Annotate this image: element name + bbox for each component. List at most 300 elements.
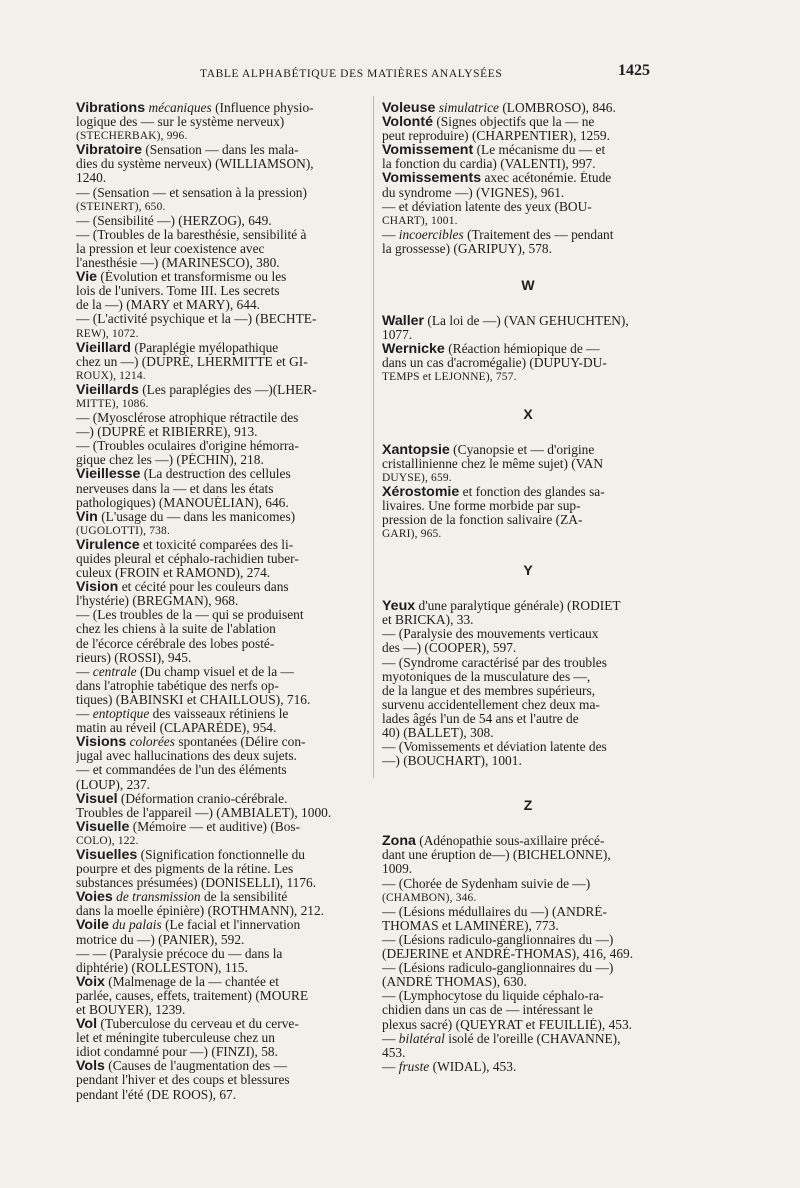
letter-section-heading: Y [523,563,533,578]
spacer [382,577,674,599]
entry-text: 1077. [382,328,413,343]
index-entry [76,848,366,862]
index-entry-line [382,641,674,655]
entry-text: — — (Paralysie précoce du — dans la [76,946,283,961]
index-entry-line [76,763,366,777]
entry-headword: Xérostomie [382,484,460,499]
entry-text: — (L'activité psychique et la —) (BECHTE- [76,312,317,327]
entry-text: (Signification fonctionnelle du [140,847,305,862]
entry-text: et toxicité comparées des li- [142,537,294,552]
index-entry-line [76,665,366,679]
index-entry-line [382,627,674,641]
index-entry-line [76,552,366,566]
index-entry [382,101,674,115]
entry-text: substances présumées) (DONISELLI), 1176. [76,876,317,891]
index-entry-line [382,613,674,627]
letter-section-heading: Z [523,798,533,813]
column-divider [373,96,374,778]
entry-text: (La destruction des cellules [143,467,291,482]
index-entry-line [76,256,366,270]
entry-text: — (Chorée de Sydenham suivie de —) [382,876,591,891]
entry-text: — (Sensibilité —) (HERZOG), 649. [76,213,272,228]
spacer [382,421,674,443]
entry-text: culeux (FROIN et RAMOND), 274. [76,566,271,581]
index-entry [76,538,366,552]
index-entry-line [382,513,674,527]
index-entry-line [76,524,366,538]
index-entry [382,314,674,328]
spacer [382,256,674,278]
entry-text: — (Lésions médullaires du —) (ANDRÉ- [382,904,607,919]
entry-text: et cécité pour les couleurs dans [121,580,289,595]
repeat-dash: — [382,1059,396,1074]
entry-text: motrice du —) (PANIER), 592. [76,932,245,947]
entry-qualifier: du palais [112,918,162,933]
index-entry-line [382,1003,674,1017]
entry-text: (Évolution et transformisme ou les [100,270,287,285]
repeat-dash: — [76,707,90,722]
entry-qualifier: fruste [398,1059,430,1074]
index-entry-line [76,693,366,707]
index-entry [76,341,366,355]
entry-text: axec acétonémie. Étude [484,171,612,186]
index-entry [76,467,366,481]
index-entry-line [382,684,674,698]
index-entry-line [76,862,366,876]
index-entry-line [382,656,674,670]
entry-text: des vaisseaux rétiniens le [152,707,289,722]
index-entry-line [382,1046,674,1060]
entry-text: COLO), 122. [76,834,139,847]
index-entry [76,735,366,749]
entry-text: pendant l'hiver et des coups et blessures [76,1073,290,1088]
index-entry [382,171,674,185]
index-entry-line [76,608,366,622]
index-entry-line [382,905,674,919]
entry-text: plexus sacré) (QUEYRAT et FEUILLIÉ), 453. [382,1017,633,1032]
entry-text: chidien dans un cas de — intéressant le [382,1003,593,1018]
entry-text: DUYSE), 659. [382,471,452,484]
index-entry-line [76,566,366,580]
page-number: 1425 [618,62,650,79]
entry-text: diphtérie) (ROLLESTON), 115. [76,960,248,975]
index-entry-line [76,1088,366,1102]
index-entry [76,101,366,115]
entry-text: — (Myosclérose atrophique rétractile des [76,411,299,426]
entry-headword: Vieillesse [76,467,141,482]
entry-text: (DEJERINE et ANDRÉ-THOMAS), 416, 469. [382,947,634,962]
index-entry-line [76,989,366,1003]
entry-headword: Vibrations [76,101,146,116]
index-entry [76,270,366,284]
index-entry [76,975,366,989]
entry-qualifier: entoptique [92,707,150,722]
entry-qualifier: bilatéral [398,1031,445,1046]
entry-text: ROUX), 1214. [76,369,146,382]
entry-text: pathologiques) (MANOUÉLIAN), 646. [76,495,289,510]
entry-text: — (Troubles de la baresthésie, sensibilité à [76,227,307,242]
spacer [382,385,674,407]
entry-text: CHART), 1001. [382,214,458,227]
index-entry-line [76,1045,366,1059]
index-entry-line [382,1060,674,1074]
entry-text: (Le facial et l'innervation [165,918,301,933]
entry-text: rieurs) (ROSSI), 945. [76,650,192,665]
index-entry-line [382,129,674,143]
index-entry-line [76,721,366,735]
entry-text: GARI), 965. [382,528,442,541]
index-entry-line [76,834,366,848]
index-entry-line [76,947,366,961]
index-entry-line [382,370,674,384]
entry-headword: Volonté [382,115,433,130]
entry-text: chez un —) (DUPRÉ, LHERMITTE et GI- [76,354,308,369]
entry-text: la pression et leur coexistence avec [76,241,265,256]
index-entry [382,443,674,457]
index-entry [76,580,366,594]
entry-headword: Wernicke [382,342,445,357]
index-entry-line [76,242,366,256]
index-entry-line [76,171,366,185]
entry-text: (Cyanopsie et — d'origine [453,442,595,457]
index-entry-line [382,877,674,891]
entry-text: (Adénopathie sous-axillaire précé- [419,834,605,849]
entry-text: — et commandées de l'un des éléments [76,763,287,778]
entry-text: pendant l'été (DE ROOS), 67. [76,1087,237,1102]
entry-text: parlée, causes, effets, traitement) (MOURE [76,988,309,1003]
entry-text: idiot condamné pour —) (FINZI), 58. [76,1045,278,1060]
entry-text: nerveuses dans la — et dans les états [76,481,274,496]
index-entry-line [76,904,366,918]
entry-headword: Vie [76,270,98,285]
entry-qualifier: centrale [92,664,137,679]
index-entry-line [382,1018,674,1032]
index-entry-line [382,947,674,961]
entry-headword: Vision [76,580,119,595]
index-entry-line [76,157,366,171]
entry-text: (ANDRÉ THOMAS), 630. [382,975,527,990]
index-entry-line [76,312,366,326]
index-entry-line [76,186,366,200]
entry-headword: Vomissement [382,143,474,158]
spacer [382,541,674,563]
entry-headword: Vin [76,509,98,524]
index-entry [76,792,366,806]
entry-text: (Influence physio- [215,101,314,115]
entry-text: de l'écorce cérébrale des lobes posté- [76,636,275,651]
index-entry-line [76,200,366,214]
index-entry-line [76,679,366,693]
entry-text: — (Lésions radiculo-ganglionnaires du —) [382,961,614,976]
spacer [382,812,674,834]
index-entry-line [76,284,366,298]
index-entry-line [76,1003,366,1017]
entry-qualifier: incoercibles [398,227,464,242]
entry-text: tiques) (BABINSKI et CHAILLOUS), 716. [76,692,311,707]
index-entry-line [76,115,366,129]
entry-text: matin au réveil (CLAPARÈDE), 954. [76,721,277,736]
index-entry-line [382,214,674,228]
index-entry-line [76,228,366,242]
index-entry-line [382,740,674,754]
entry-text: — et déviation latente des yeux (BOU- [382,199,592,214]
index-entry-line [382,862,674,876]
index-entry [382,342,674,356]
index-entry-line [76,961,366,975]
index-entry-line [76,369,366,383]
entry-headword: Waller [382,314,425,329]
entry-text: 40) (BALLET), 308. [382,726,494,740]
spacer [382,292,674,314]
index-entry-line [382,989,674,1003]
entry-text: dies du système nerveux) (WILLIAMSON), [76,157,314,172]
index-entry-line [382,1032,674,1046]
index-entry-line [382,157,674,171]
index-entry-line [76,298,366,312]
index-entry-line [76,397,366,411]
entry-text: l'anesthésie —) (MARINESCO), 380. [76,256,280,271]
entry-text: — (Lymphocytose du liquide céphalo-ra- [382,989,604,1004]
index-entry [382,599,674,613]
entry-text: et BRICKA), 33. [382,613,474,628]
index-entry-line [76,933,366,947]
entry-text: — (Sensation — et sensation à la pression) [76,185,307,200]
index-entry-line [382,527,674,541]
entry-text: (Réaction hémiopique de — [448,342,600,357]
index-entry-line [382,200,674,214]
entry-text: — (Vomissements et déviation latente des [382,740,607,755]
entry-headword: Zona [382,834,416,849]
repeat-dash: — [382,227,396,242]
index-entry-line [76,327,366,341]
spacer [382,768,674,798]
entry-text: THOMAS et LAMINÈRE), 773. [382,918,559,933]
entry-text: de la —) (MARY et MARY), 644. [76,298,260,313]
entry-text: dans la moelle épinière) (ROTHMANN), 212. [76,904,325,919]
entry-text: (UGOLOTTI), 738. [76,524,170,537]
entry-text: (STECHERBAK), 996. [76,130,188,143]
index-entry-line [76,411,366,425]
entry-text: pourpre et des pigments de la rétine. Les [76,862,294,877]
entry-text: REW), 1072. [76,327,139,340]
entry-text: dant une éruption de—) (BICHELONNE), [382,848,611,863]
index-entry-line [382,848,674,862]
letter-section-heading: X [523,406,533,421]
index-entry [76,820,366,834]
entry-text: (Causes de l'augmentation des — [108,1059,287,1074]
index-entry-line [382,670,674,684]
index-entry-line [76,496,366,510]
index-entry [382,834,674,848]
entry-text: la grossesse) (GARIPUY), 578. [382,241,552,256]
running-title: TABLE ALPHABÉTIQUE DES MATIÈRES ANALYSÉES [200,68,503,80]
index-entry-line [76,707,366,721]
entry-text: 1009. [382,862,413,877]
entry-text: —) (BOUCHART), 1001. [382,754,522,769]
entry-text: (CHAMBON), 346. [382,891,477,904]
entry-headword: Voile [76,918,109,933]
entry-headword: Virulence [76,537,140,552]
entry-text: (LOMBROSO), 846. [502,101,616,115]
index-entry [382,143,674,157]
index-entry-line [382,919,674,933]
index-entry-line [76,806,366,820]
entry-text: dans l'atrophie tabétique des nerfs op- [76,678,279,693]
entry-text: lois de l'univers. Tome III. Les secrets [76,284,280,299]
entry-text: — (Syndrome caractérisé par des troubles [382,655,607,670]
index-entry-line [76,622,366,636]
entry-headword: Voix [76,974,105,989]
index-entry-line [382,228,674,242]
entry-text: quides pleural et céphalo-rachidien tuber- [76,552,299,566]
index-entry-line [382,698,674,712]
page-header [70,62,680,88]
index-entry-line [382,726,674,740]
entry-text: (Signes objectifs que la — ne [436,115,595,130]
entry-text: du syndrome —) (VIGNES), 961. [382,185,565,200]
index-entry-line [382,712,674,726]
index-entry-line [382,975,674,989]
index-entry-line [76,129,366,143]
entry-text: (Le mécanisme du — et [476,143,606,158]
entry-text: (Les paraplégies des —)(LHER- [142,382,317,397]
entry-text: livaires. Une forme morbide par sup- [382,498,581,513]
index-entry-line [76,651,366,665]
index-entry-line [76,214,366,228]
entry-text: — (Lésions radiculo-ganglionnaires du —) [382,932,614,947]
index-entry-line [382,471,674,485]
entry-headword: Vibratoire [76,143,142,158]
index-entry-line [76,778,366,792]
index-entry-line [76,453,366,467]
entry-text: Troubles de l'appareil —) (AMBIALET), 1000. [76,805,332,820]
index-entry [76,1017,366,1031]
index-entry [76,383,366,397]
entry-text: des —) (COOPER), 597. [382,641,517,656]
entry-text: (WIDAL), 453. [432,1059,517,1074]
index-entry-line [382,328,674,342]
index-entry-line [382,891,674,905]
index-entry [76,890,366,904]
entry-text: (Tuberculose du cerveau et du cerve- [100,1017,299,1032]
index-entry-line [76,425,366,439]
entry-headword: Vieillards [76,382,139,397]
entry-headword: Visuelles [76,847,138,863]
entry-text: cristallinienne chez le même sujet) (VAN [382,456,603,471]
entry-headword: Visuelle [76,819,130,834]
entry-qualifier: de transmission [116,890,201,905]
entry-text: pression de la fonction salivaire (ZA- [382,512,583,527]
index-entry-line [382,457,674,471]
index-entry-line [382,961,674,975]
entry-headword: Visions [76,735,127,750]
entry-text: (Malmenage de la — chantée et [108,974,279,989]
entry-text: MITTE), 1086. [76,397,149,410]
entry-headword: Xantopsie [382,442,450,457]
entry-text: — (Troubles oculaires d'origine hémorra- [76,439,299,454]
entry-headword: Voies [76,890,113,905]
entry-text: myotoniques de la musculature des —, [382,669,591,684]
entry-text: de la langue et des membres supérieurs, [382,683,596,698]
entry-text: (STEINERT), 650. [76,200,166,213]
entry-text: — (Les troubles de la — qui se produisent [76,608,304,623]
index-entry [382,115,674,129]
index-entry-line [76,482,366,496]
entry-text: jugal avec hallucinations des deux sujets. [76,749,297,764]
entry-text: logique des — sur le système nerveux) [76,115,285,130]
entry-text: (La loi de —) (VAN GEHUCHTEN), [427,314,629,329]
entry-text: peut reproduire) (CHARPENTIER), 1259. [382,129,610,144]
index-entry [76,1059,366,1073]
index-entry-line [76,876,366,890]
entry-headword: Yeux [382,599,416,614]
index-entry-line [382,242,674,256]
entry-text: (Paraplégie myélopathique [134,340,279,355]
index-entry-line [76,439,366,453]
letter-section-heading: W [521,278,535,293]
entry-headword: Visuel [76,791,118,806]
index-entry-line [382,499,674,513]
entry-text: (Du champ visuel et de la — [139,664,294,679]
entry-text: et fonction des glandes sa- [462,484,605,499]
index-entry [76,143,366,157]
entry-qualifier: simulatrice [438,101,499,115]
entry-text: —) (DUPRÉ et RIBIERRE), 913. [76,425,258,440]
right-column [382,101,674,1074]
index-entry-line [382,186,674,200]
entry-headword: Voleuse [382,101,436,116]
entry-text: (Déformation cranio-cérébrale. [120,791,288,806]
entry-text: let et méningite tuberculeuse chez un [76,1031,275,1046]
entry-headword: Vieillard [76,340,131,355]
repeat-dash: — [382,1031,396,1046]
index-entry [76,918,366,932]
entry-text: de la sensibilité [203,890,288,905]
entry-headword: Vomissements [382,171,482,186]
entry-text: survenu accidentellement chez deux ma- [382,697,600,712]
entry-text: 1240. [76,171,107,186]
index-entry-line [76,749,366,763]
entry-text: (Mémoire — et auditive) (Bos- [132,819,301,834]
entry-text: chez les chiens à la suite de l'ablation [76,622,276,637]
entry-text: et BOUYER), 1239. [76,1003,186,1017]
entry-text: (Traitement des — pendant [467,227,614,242]
entry-text: lades âgés l'un de 54 ans et l'autre de [382,711,579,726]
entry-text: (L'usage du — dans les manicomes) [101,509,296,524]
index-entry-line [76,594,366,608]
index-entry [382,485,674,499]
entry-text: spontanées (Délire con- [178,735,306,750]
entry-text: — (Paralysie des mouvements verticaux [382,627,599,642]
entry-qualifier: mécaniques [148,101,212,115]
entry-headword: Vol [76,1017,98,1032]
index-entry [76,510,366,524]
index-entry-line [382,754,674,768]
index-entry-line [76,355,366,369]
entry-text: la fonction du cardia) (VALENTI), 997. [382,157,596,172]
entry-text: (Sensation — dans les mala- [145,143,299,158]
entry-headword: Vols [76,1059,105,1074]
index-entry-line [382,356,674,370]
index-entry-line [382,933,674,947]
entry-text: (LOUP), 237. [76,777,151,792]
entry-text: dans un cas d'acromégalie) (DUPUY-DU- [382,356,607,371]
entry-text: l'hystérie) (BREGMAN), 968. [76,594,239,609]
index-entry-line [76,1031,366,1045]
left-column [76,101,366,1102]
repeat-dash: — [76,664,90,679]
index-entry-line [76,1073,366,1087]
